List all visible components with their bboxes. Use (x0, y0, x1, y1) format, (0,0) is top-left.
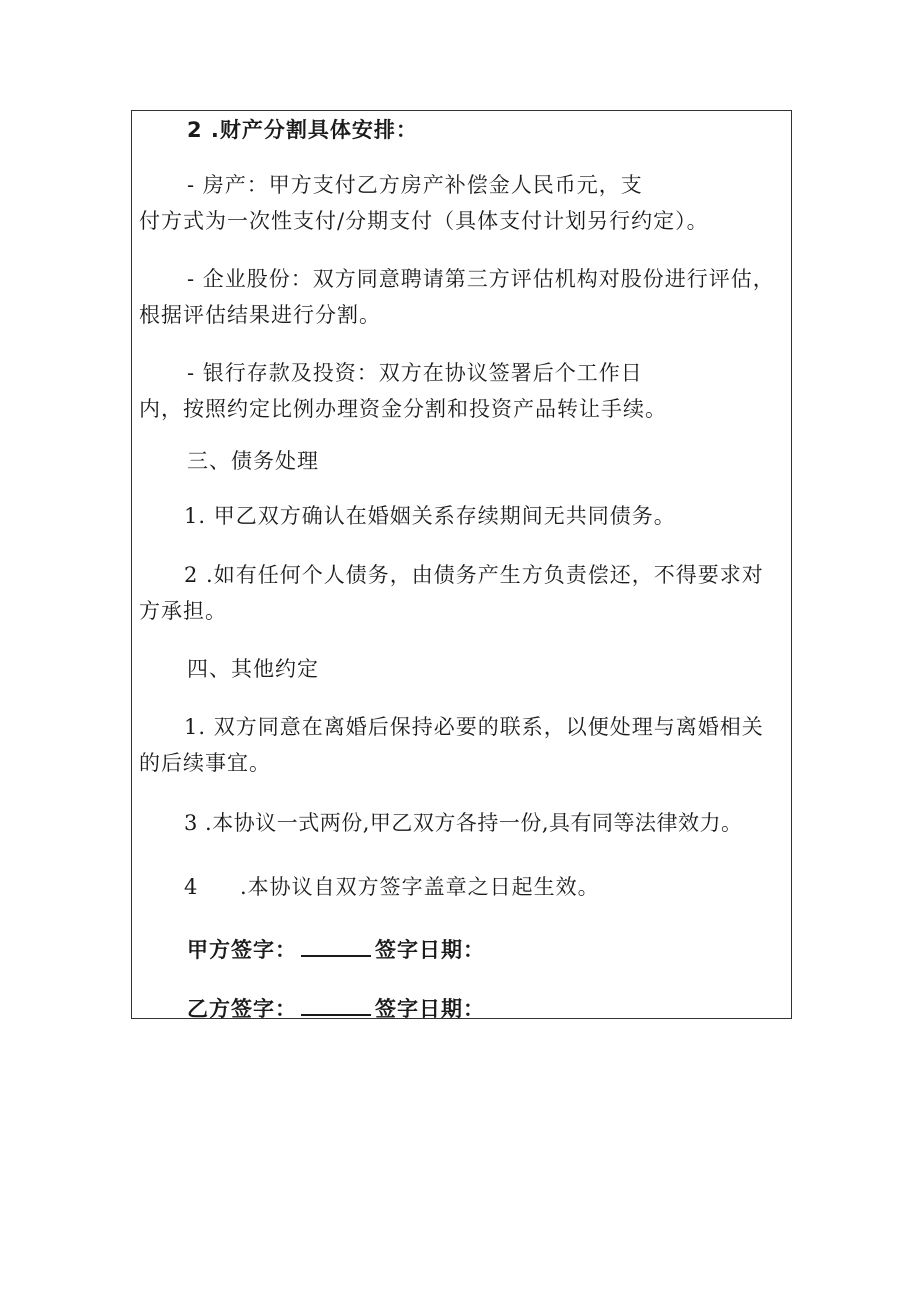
other-item-3: 3 .本协议一式两份,甲乙双方各持一份,具有同等法律效力。 (184, 811, 743, 835)
debt-heading: 三、债务处理 (187, 449, 319, 473)
party-a-signature-row (187, 933, 485, 964)
party-b-signature-row (187, 992, 485, 1023)
property-line-2: 付方式为一次性支付/分期支付（具体支付计划另行约定）。 (139, 209, 709, 233)
property-line-1: - 房产：甲方支付乙方房产补偿金人民币元，支 (187, 173, 643, 197)
party-b-signature-blank[interactable] (301, 992, 371, 1016)
other-heading: 四、其他约定 (187, 657, 319, 681)
deposits-line-2: 内，按照约定比例办理资金分割和投资产品转让手续。 (139, 397, 667, 421)
other-item-4-number: 4 (184, 875, 199, 899)
section-2-heading: 2 .财产分割具体安排： (187, 118, 418, 142)
party-b-signature-label: 乙方签字： (187, 997, 297, 1021)
debt-item-2-line-1: 2 .如有任何个人债务，由债务产生方负责偿还，不得要求对 (184, 563, 764, 587)
party-a-date-label: 签字日期： (375, 938, 485, 962)
other-item-1-line-2: 的后续事宜。 (139, 751, 271, 775)
other-item-4-text: .本协议自双方签字盖章之日起生效。 (240, 875, 600, 899)
equity-line-2: 根据评估结果进行分割。 (139, 303, 381, 327)
equity-line-1: - 企业股份：双方同意聘请第三方评估机构对股份进行评估， (187, 267, 775, 291)
deposits-line-1: - 银行存款及投资：双方在协议签署后个工作日 (187, 361, 643, 385)
party-a-signature-label: 甲方签字： (187, 938, 297, 962)
debt-item-2-line-2: 方承担。 (139, 599, 227, 623)
document-frame (131, 110, 792, 1019)
party-a-signature-blank[interactable] (301, 933, 371, 957)
other-item-1-line-1: 1. 双方同意在离婚后保持必要的联系，以便处理与离婚相关 (184, 715, 764, 739)
party-b-date-label: 签字日期： (375, 997, 485, 1021)
debt-item-1: 1. 甲乙双方确认在婚姻关系存续期间无共同债务。 (184, 504, 676, 528)
